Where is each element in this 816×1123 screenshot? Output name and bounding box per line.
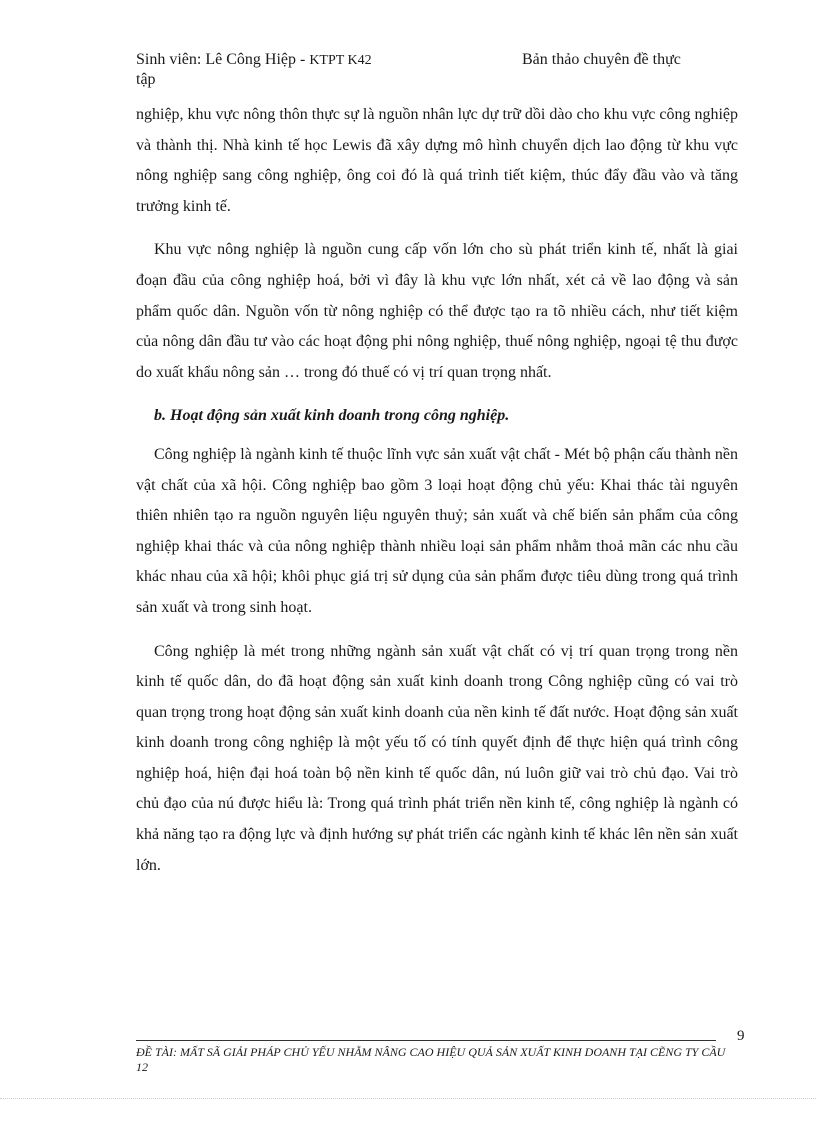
page-number: 9 bbox=[737, 1028, 745, 1044]
footer-topic: ĐỀ TÀI: MẤT SÃ GIẢI PHÁP CHỦ YẾU NHẰM NÂNG CAO HIỆU QUẢ SẢN XUẤT KINH DOANH TẠI CẼNG TY CẦU 12 bbox=[136, 1045, 726, 1074]
paragraph-industry-definition: Công nghiệp là ngành kinh tế thuộc lĩnh vực sản xuất vật chất - Mét bộ phận cấu thành nền vật chất của xã hội. Công nghiệp bao gồm 3 loại hoạt động chủ yếu: Khai thác tài nguyên thiên nhiên tạo ra nguồn nguyên liệu nguyên thuỷ; sản xuất và chế biến sản phẩm của công nghiệp khai thác và của nông nghiệp thành nhiều loại sản phẩm nhằm thoả mãn các nhu cầu khác nhau của xã hội; khôi phục giá trị sử dụng của sản phẩm được tiêu dùng trong quá trình sản xuất và trong sinh hoạt. bbox=[136, 445, 738, 616]
footer-divider bbox=[136, 1040, 716, 1041]
paragraph-industry-role: Công nghiệp là mét trong những ngành sản xuất vật chất có vị trí quan trọng trong nền kinh tế quốc dân, do đã hoạt động sản xuất kinh doanh trong Công nghiệp cũng có vai trò quan trọng trong hoạt động sản xuất kinh doanh của nền kinh tế đất nước. Hoạt động sản xuất kinh doanh trong công nghiệp là một yếu tố có tính quyết định để thực hiện quá trình công nghiệp hoá, hiện đại hoá toàn bộ nền kinh tế quốc dân, nú luôn giữ vai trò chủ đạo. Vai trò chủ đạo của nú được hiểu là: Trong quá trình phát triển nền kinh tế, công nghiệp là ngành có khả năng tạo ra động lực và định hướng sự phát triển các ngành kinh tế khác lên nền sản xuất lớn. bbox=[136, 642, 738, 874]
paragraph-continued: nghiệp, khu vực nông thôn thực sự là nguồn nhân lực dự trữ dồi dào cho khu vực công nghiệp và thành thị. Nhà kinh tế học Lewis đã xây dựng mô hình chuyển dịch lao động từ khu vực nông nghiệp sang công nghiệp, ông coi đó là quá trình tiết kiệm, thúc đẩy đầu vào và tăng trưởng kinh tế. bbox=[136, 106, 738, 215]
page-bottom-border bbox=[0, 1098, 816, 1099]
student-course: KTPT K42 bbox=[309, 53, 372, 68]
paragraph-agriculture-capital: Khu vực nông nghiệp là nguồn cung cấp vốn lớn cho sù phát triển kinh tế, nhất là giai đoạn đầu của công nghiệp hoá, bởi vì đây là khu vực lớn nhất, xét cả về lao động và sản phẩm quốc dân. Nguồn vốn từ nông nghiệp có thể được tạo ra tõ nhiều cách, như tiết kiệm của nông dân đầu tư vào các hoạt động phi nông nghiệp, thuế nông nghiệp, ngoại tệ thu được do xuất khẩu nông sản … trong đó thuế có vị trí quan trọng nhất. bbox=[136, 241, 738, 381]
student-label: Sinh viên: Lê Công Hiệp - bbox=[136, 51, 310, 68]
draft-title: Bản thảo chuyên đề thực bbox=[522, 51, 681, 68]
section-heading: b. Hoạt động sản xuất kinh doanh trong công nghiệp. bbox=[154, 407, 510, 425]
student-info bbox=[136, 50, 372, 71]
draft-title-wrap: tập bbox=[136, 71, 156, 88]
document-body bbox=[136, 100, 738, 894]
